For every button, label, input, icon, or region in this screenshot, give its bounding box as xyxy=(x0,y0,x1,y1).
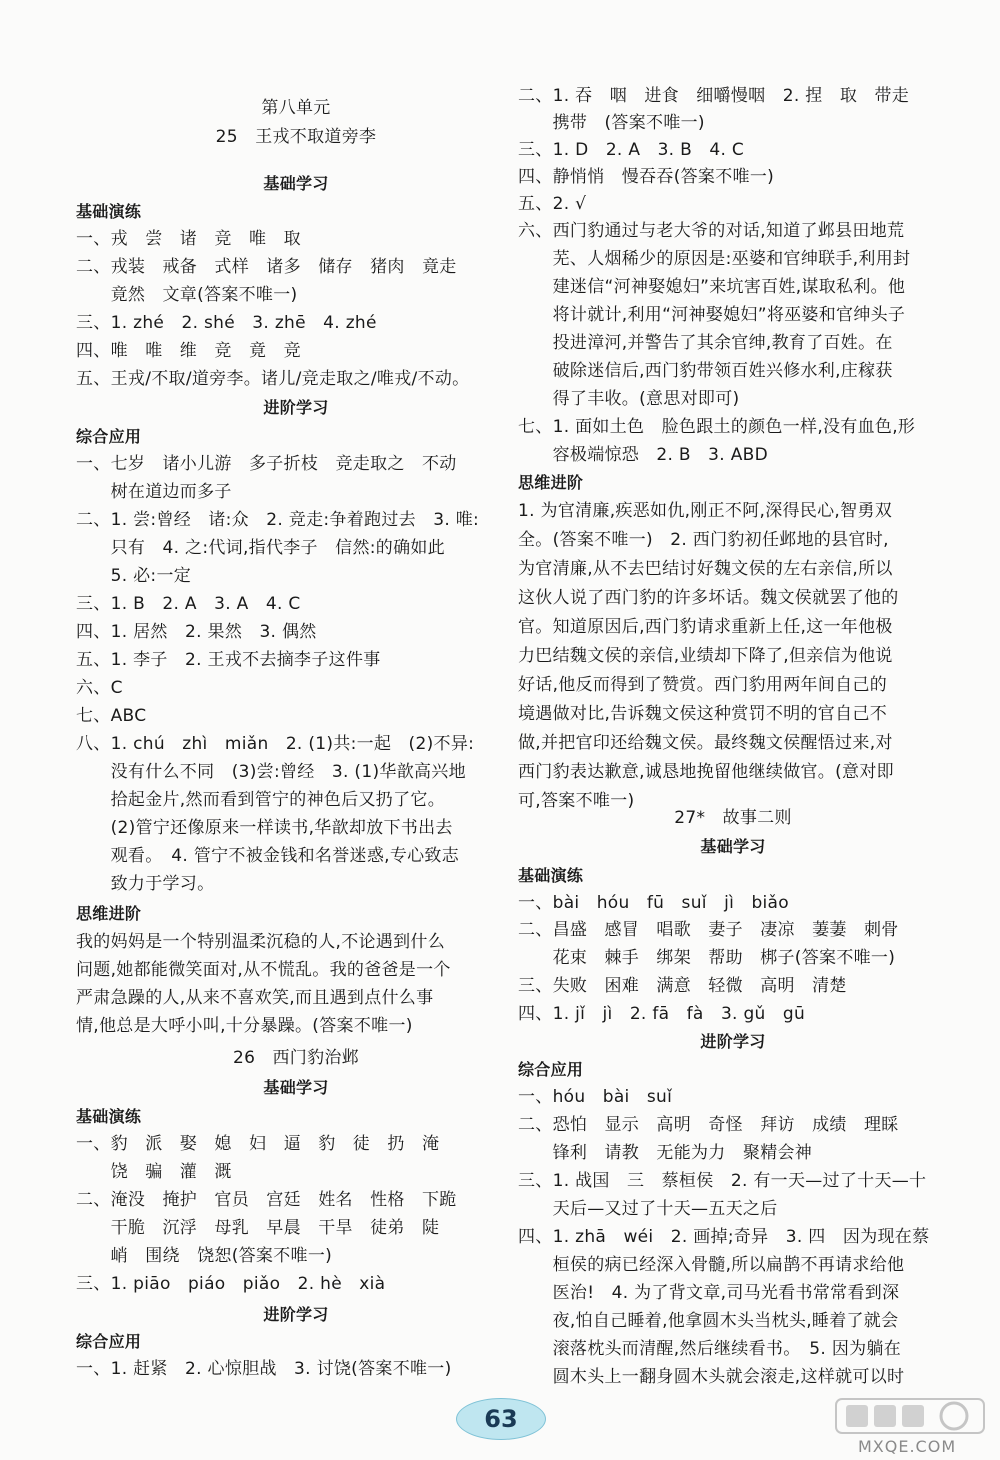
answer-line: 树在道边而多子 xyxy=(76,482,232,502)
answer-line: 七、ABC xyxy=(76,706,147,726)
answer-line: 可,答案不唯一) xyxy=(518,791,635,811)
subsection-heading: 综合应用 xyxy=(76,427,142,446)
answer-line: 做,并把官印还给魏文侯。最终魏文侯醒悟过来,对 xyxy=(518,733,893,753)
answer-line: 情,他总是大呼小叫,十分暴躁。(答案不唯一) xyxy=(76,1016,413,1036)
answer-line: 破除迷信后,西门豹带领百姓兴修水利,庄稼获 xyxy=(518,361,893,381)
answer-line: 六、西门豹通过与老大爷的对话,知道了邺县田地荒 xyxy=(518,221,905,241)
answer-line: 境遇做对比,告诉魏文侯这种赏罚不明的官自己不 xyxy=(518,704,888,724)
answer-line: (2)管宁还像原来一样读书,华歆却放下书出去 xyxy=(76,818,453,838)
answer-line: 三、1. piāo piáo piǎo 2. hè xià xyxy=(76,1274,386,1294)
answer-line: 二、戎装 戒备 式样 诸多 储存 猪肉 竟走 xyxy=(76,257,457,277)
answer-line: 四、1. jǐ jì 2. fā fà 3. gǔ gū xyxy=(518,1004,806,1024)
answer-line: 好话,他反而得到了赞赏。西门豹用两年间自己的 xyxy=(518,675,888,695)
answer-line: 为官清廉,从不去巴结讨好魏文侯的左右亲信,所以 xyxy=(518,559,893,579)
answer-line: 三、失败 困难 满意 轻微 高明 清楚 xyxy=(518,976,847,996)
section-heading: 基础学习 xyxy=(263,174,329,193)
section-heading: 进阶学习 xyxy=(263,398,329,417)
answer-line: 致力于学习。 xyxy=(76,874,215,894)
answer-line: 花束 棘手 绑架 帮助 梆子(答案不唯一) xyxy=(518,948,896,968)
unit-title: 第八单元 xyxy=(261,98,331,118)
section-heading: 进阶学习 xyxy=(700,1032,766,1051)
answer-line: 四、唯 唯 维 竞 竟 竞 xyxy=(76,341,301,361)
answer-line: 七、1. 面如土色 脸色跟土的颜色一样,没有血色,形 xyxy=(518,417,916,437)
answer-line: 问题,她都能微笑面对,从不慌乱。我的爸爸是一个 xyxy=(76,960,451,980)
answer-line: 一、豹 派 娶 媳 妇 逼 豹 徒 扔 淹 xyxy=(76,1134,440,1154)
answer-line: 四、静悄悄 慢吞吞(答案不唯一) xyxy=(518,167,775,187)
lesson-title: 26 西门豹治邺 xyxy=(232,1048,360,1068)
answer-line: 一、bài hóu fū suǐ jì biǎo xyxy=(518,893,789,913)
answer-line: 一、hóu bài suǐ xyxy=(518,1087,673,1107)
answer-line: 得了丰收。(意思对即可) xyxy=(518,389,740,409)
answer-line: 五、1. 李子 2. 王戎不去摘李子这件事 xyxy=(76,650,381,670)
answer-line: 我的妈妈是一个特别温柔沉稳的人,不论遇到什么 xyxy=(76,932,446,952)
answer-line: 西门豹表达歉意,诚恳地挽留他继续做官。(意对即 xyxy=(518,762,894,782)
answer-line: 二、淹没 掩护 官员 宫廷 姓名 性格 下跪 xyxy=(76,1190,457,1210)
answer-line: 二、昌盛 感冒 唱歌 妻子 凄凉 萋萋 刺骨 xyxy=(518,920,899,940)
answer-line: 观看。 4. 管宁不被金钱和名誉迷惑,专心致志 xyxy=(76,846,460,866)
answer-line: 1. 为官清廉,疾恶如仇,刚正不阿,深得民心,智勇双 xyxy=(518,501,893,521)
answer-line: 建迷信“河神娶媳妇”来坑害百姓,谋取私利。他 xyxy=(518,277,906,297)
answer-line: 这伙人说了西门豹的许多坏话。魏文侯就罢了他的 xyxy=(518,588,899,608)
lesson-title: 25 王戎不取道旁李 xyxy=(215,127,377,147)
answer-line: 容极端惊恐 2. B 3. ABD xyxy=(518,445,768,465)
subsection-heading: 综合应用 xyxy=(518,1060,584,1079)
answer-line: 二、1. 吞 咽 进食 细嚼慢咽 2. 捏 取 带走 xyxy=(518,86,910,106)
answer-line: 5. 必:一定 xyxy=(76,566,192,586)
answer-line: 全。(答案不唯一) 2. 西门豹初任邺地的县官时, xyxy=(518,530,889,550)
answer-line: 四、1. 居然 2. 果然 3. 偶然 xyxy=(76,622,317,642)
answer-line: 一、1. 赶紧 2. 心惊胆战 3. 讨饶(答案不唯一) xyxy=(76,1359,452,1379)
answer-line: 医治! 4. 为了背文章,司马光看书常常看到深 xyxy=(518,1283,900,1303)
answer-line: 四、1. zhā wéi 2. 画掉;奇异 3. 四 因为现在蔡 xyxy=(518,1227,930,1247)
answer-line: 五、王戎/不取/道旁李。诸儿/竞走取之/唯戎/不动。 xyxy=(76,369,470,389)
lesson-title: 27* 故事二则 xyxy=(674,808,792,828)
answer-line: 一、戎 尝 诸 竞 唯 取 xyxy=(76,229,301,249)
answer-line: 夜,怕自己睡着,他拿圆木头当枕头,睡着了就会 xyxy=(518,1311,899,1331)
answer-line: 天后—又过了十天—五天之后 xyxy=(518,1199,778,1219)
page-number: 63 xyxy=(456,1398,546,1440)
subsection-heading: 基础演练 xyxy=(76,202,142,221)
answer-line: 严肃急躁的人,从来不喜欢笑,而且遇到点什么事 xyxy=(76,988,434,1008)
subsection-heading: 基础演练 xyxy=(76,1107,142,1126)
subsection-heading: 思维进阶 xyxy=(518,473,584,492)
answer-line: 没有什么不同 (3)尝:曾经 3. (1)华歆高兴地 xyxy=(76,762,466,782)
answer-line: 八、1. chú zhì miǎn 2. (1)共:一起 (2)不异: xyxy=(76,734,475,754)
answer-line: 圆木头上一翻身圆木头就会滚走,这样就可以时 xyxy=(518,1367,905,1387)
section-heading: 进阶学习 xyxy=(263,1305,329,1324)
subsection-heading: 思维进阶 xyxy=(76,904,142,923)
answer-line: 携带 (答案不唯一) xyxy=(518,113,705,133)
answer-line: 干脆 沉浮 母乳 早晨 干旱 徒弟 陡 xyxy=(76,1218,440,1238)
answer-line: 五、2. √ xyxy=(518,194,587,214)
answer-line: 一、七岁 诸小儿游 多子折枝 竞走取之 不动 xyxy=(76,454,457,474)
subsection-heading: 综合应用 xyxy=(76,1332,142,1351)
answer-line: 三、1. zhé 2. shé 3. zhē 4. zhé xyxy=(76,313,377,333)
answer-line: 拾起金片,然而看到管宁的神色后又扔了它。 xyxy=(76,790,446,810)
answer-line: 二、恐怕 显示 高明 奇怪 拜访 成绩 理睬 xyxy=(518,1115,899,1135)
answer-line: 三、1. B 2. A 3. A 4. C xyxy=(76,594,301,614)
answer-line: 投进漳河,并警告了其余官绅,教育了百姓。在 xyxy=(518,333,893,353)
answer-line: 桓侯的病已经深入骨髓,所以扁鹊不再请求给他 xyxy=(518,1255,905,1275)
answer-line: 官。知道原因后,西门豹请求重新上任,这一年他极 xyxy=(518,617,893,637)
answer-line: 将计就计,利用“河神娶媳妇”将巫婆和官绅头子 xyxy=(518,305,906,325)
answer-line: 滚落枕头而清醒,然后继续看书。 5. 因为躺在 xyxy=(518,1339,902,1359)
answer-line: 峭 围绕 饶恕(答案不唯一) xyxy=(76,1246,333,1266)
section-heading: 基础学习 xyxy=(263,1078,329,1097)
watermark-text: MXQE.COM xyxy=(858,1437,957,1456)
answer-line: 竟然 文章(答案不唯一) xyxy=(76,285,298,305)
answer-line: 只有 4. 之:代词,指代李子 信然:的确如此 xyxy=(76,538,445,558)
answer-line: 饶 骗 灌 溉 xyxy=(76,1162,232,1182)
answer-line: 三、1. 战国 三 蔡桓侯 2. 有一天—过了十天—十 xyxy=(518,1171,927,1191)
answer-line: 二、1. 尝:曾经 诸:众 2. 竞走:争着跑过去 3. 唯: xyxy=(76,510,480,530)
subsection-heading: 基础演练 xyxy=(518,866,584,885)
answer-line: 芜、人烟稀少的原因是:巫婆和官绅联手,利用封 xyxy=(518,249,911,269)
answer-line: 锋利 请教 无能为力 聚精会神 xyxy=(518,1143,813,1163)
answer-line: 力巴结魏文侯的亲信,业绩却下降了,但亲信为他说 xyxy=(518,646,893,666)
section-heading: 基础学习 xyxy=(700,837,766,856)
answer-line: 六、C xyxy=(76,678,123,698)
answer-line: 三、1. D 2. A 3. B 4. C xyxy=(518,140,745,160)
